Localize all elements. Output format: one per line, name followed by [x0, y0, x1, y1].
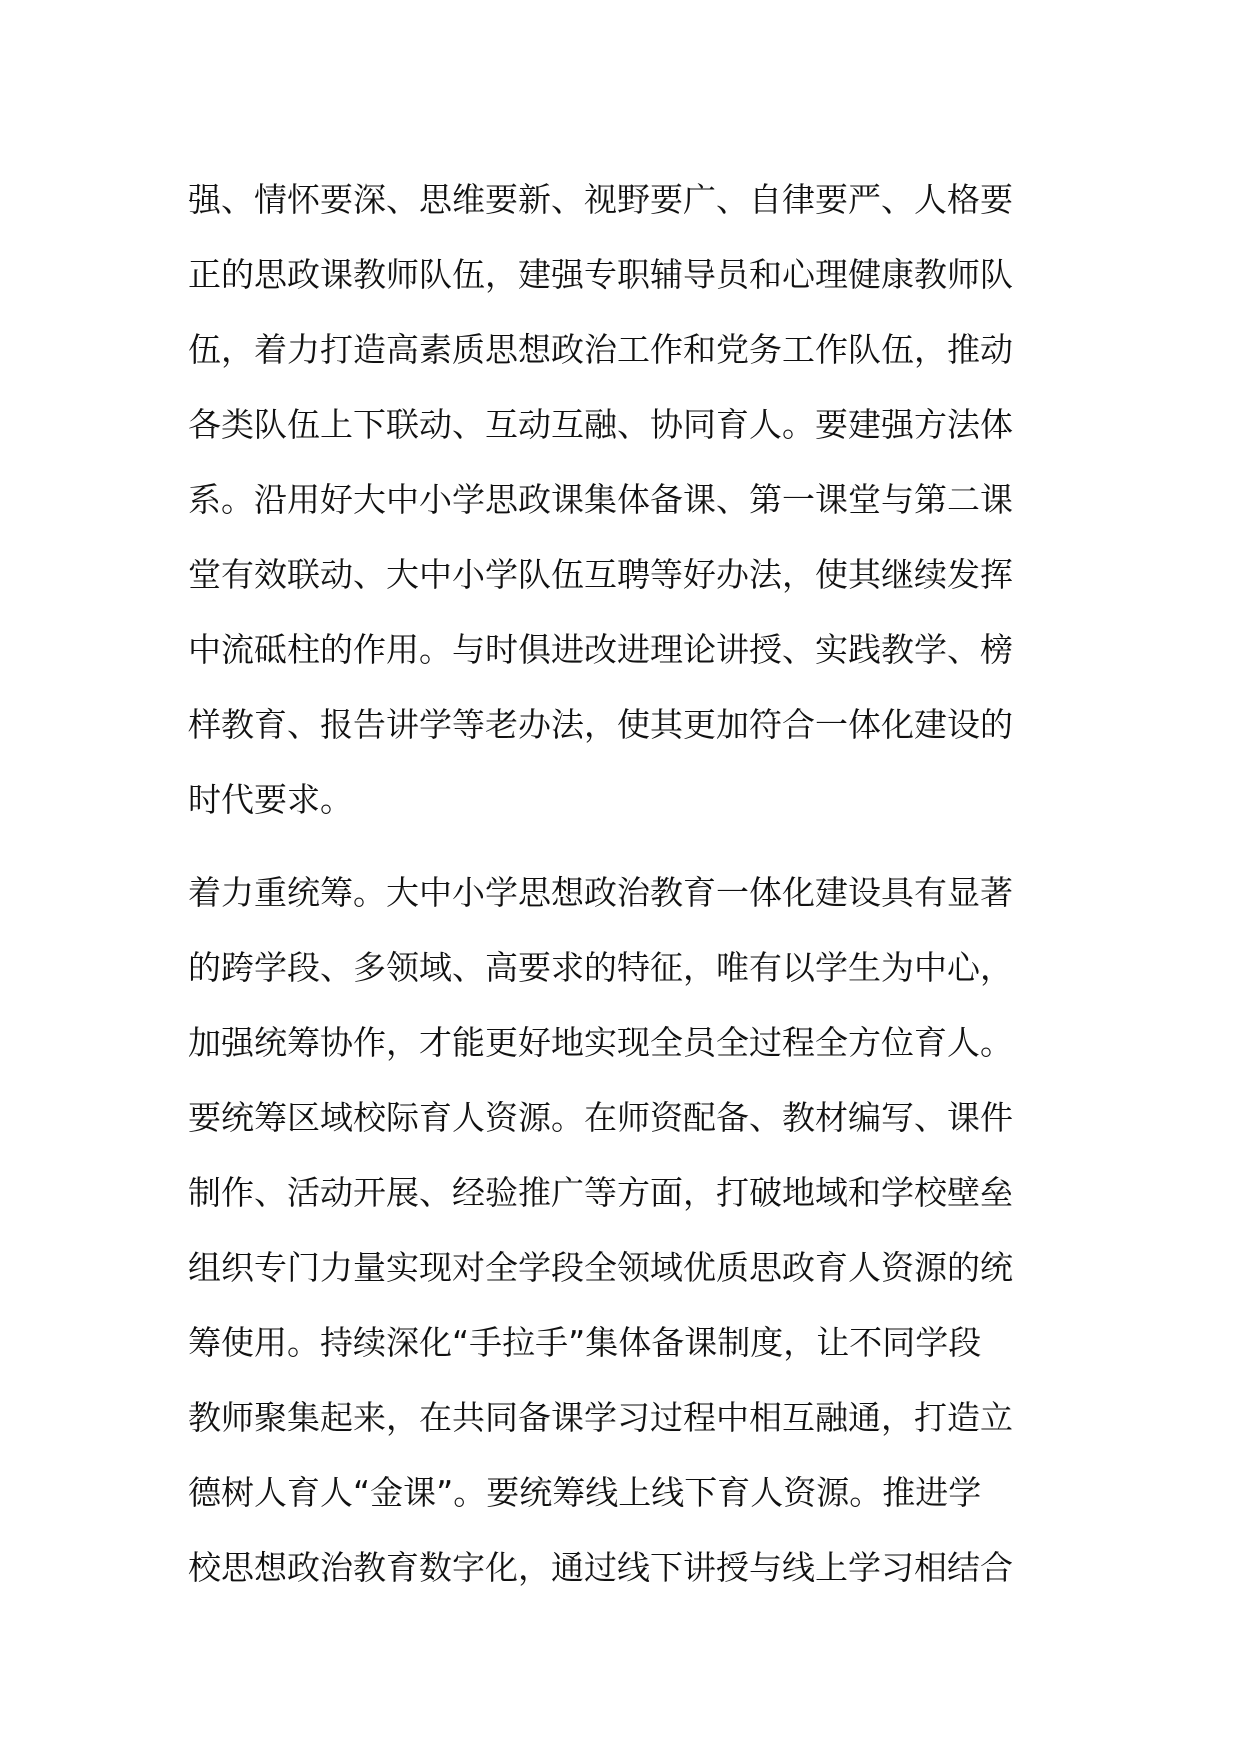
text-line: 系。沿用好大中小学思政课集体备课、第一课堂与第二课 — [188, 480, 1013, 519]
text-line: 德树人育人“金课”。要统筹线上线下育人资源。推进学 — [188, 1473, 982, 1512]
text-line: 样教育、报告讲学等老办法，使其更加符合一体化建设的 — [188, 705, 1013, 744]
text-line: 加强统筹协作，才能更好地实现全员全过程全方位育人。 — [188, 1023, 1013, 1062]
text-line: 中流砥柱的作用。与时俱进改进理论讲授、实践教学、榜 — [188, 630, 1013, 669]
text-line: 着力重统筹。大中小学思想政治教育一体化建设具有显著 — [188, 873, 1013, 912]
text-line: 正的思政课教师队伍，建强专职辅导员和心理健康教师队 — [188, 255, 1013, 294]
text-line: 的跨学段、多领域、高要求的特征，唯有以学生为中心， — [188, 948, 1013, 987]
text-line: 堂有效联动、大中小学队伍互聘等好办法，使其继续发挥 — [188, 555, 1013, 594]
text-line: 校思想政治教育数字化，通过线下讲授与线上学习相结合 — [188, 1548, 1013, 1587]
text-line: 时代要求。 — [188, 780, 353, 819]
text-line: 组织专门力量实现对全学段全领域优质思政育人资源的统 — [188, 1248, 1013, 1287]
paragraph-1 — [188, 162, 1058, 837]
text-line: 伍，着力打造高素质思想政治工作和党务工作队伍，推动 — [188, 330, 1013, 369]
text-line: 要统筹区域校际育人资源。在师资配备、教材编写、课件 — [188, 1098, 1013, 1137]
text-line: 制作、活动开展、经验推广等方面，打破地域和学校壁垒 — [188, 1173, 1013, 1212]
text-line: 强、情怀要深、思维要新、视野要广、自律要严、人格要 — [188, 180, 1013, 219]
text-line: 各类队伍上下联动、互动互融、协同育人。要建强方法体 — [188, 405, 1013, 444]
text-line: 筹使用。持续深化“手拉手”集体备课制度，让不同学段 — [188, 1323, 982, 1362]
text-line: 教师聚集起来，在共同备课学习过程中相互融通，打造立 — [188, 1398, 1013, 1437]
paragraph-2 — [188, 855, 1058, 1605]
